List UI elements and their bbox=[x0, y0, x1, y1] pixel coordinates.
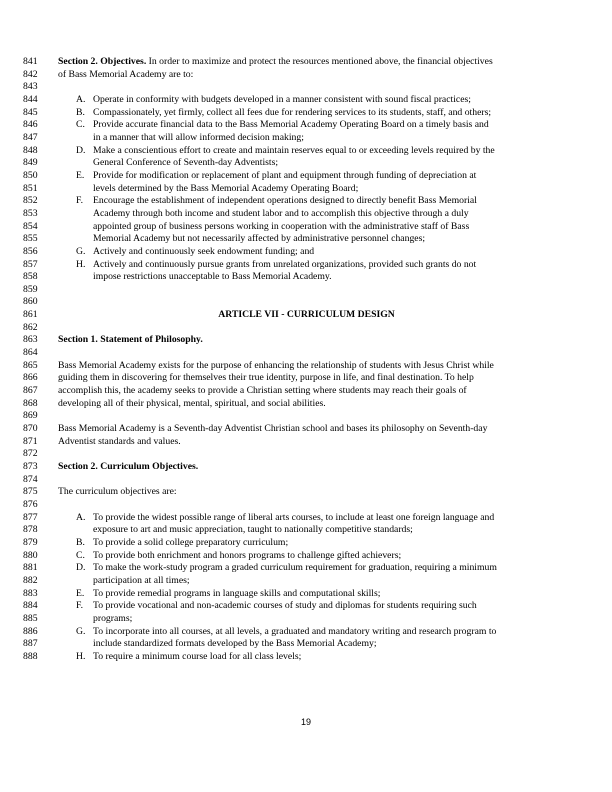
document-line bbox=[0, 56, 612, 69]
document-line bbox=[0, 132, 612, 145]
line-number: 856 bbox=[23, 245, 38, 257]
line-number: 879 bbox=[23, 536, 38, 548]
line-number: 866 bbox=[23, 372, 38, 384]
document-line bbox=[0, 296, 612, 309]
list-item-text: To incorporate into all courses, at all levels, a graduated and mandatory writing and research program to bbox=[93, 625, 497, 637]
line-number: 842 bbox=[23, 68, 38, 80]
document-line bbox=[0, 372, 612, 385]
line-number: 884 bbox=[23, 600, 38, 612]
line-number: 868 bbox=[23, 397, 38, 409]
line-number: 888 bbox=[23, 650, 38, 662]
line-number: 853 bbox=[23, 207, 38, 219]
list-item-label: G. bbox=[76, 245, 86, 257]
document-line bbox=[0, 284, 612, 297]
document-line bbox=[0, 334, 612, 347]
line-number: 849 bbox=[23, 157, 38, 169]
line-number: 872 bbox=[23, 448, 38, 460]
line-number: 855 bbox=[23, 233, 38, 245]
line-number: 848 bbox=[23, 144, 38, 156]
line-number: 870 bbox=[23, 423, 38, 435]
document-line bbox=[0, 550, 612, 563]
document-line bbox=[0, 524, 612, 537]
document-line bbox=[0, 322, 612, 335]
document-line bbox=[0, 94, 612, 107]
line-number: 877 bbox=[23, 511, 38, 523]
document-line bbox=[0, 119, 612, 132]
list-item-continuation: in a manner that will allow informed decision making; bbox=[93, 131, 304, 143]
list-item-text: Provide for modification or replacement of plant and equipment through funding of depreciation at bbox=[93, 169, 477, 181]
line-number: 846 bbox=[23, 119, 38, 131]
list-item-continuation: participation at all times; bbox=[93, 574, 190, 586]
line-number: 882 bbox=[23, 574, 38, 586]
line-number: 860 bbox=[23, 296, 38, 308]
document-line bbox=[0, 436, 612, 449]
document-line bbox=[0, 170, 612, 183]
list-item-label: B. bbox=[76, 106, 85, 118]
document-line bbox=[0, 309, 612, 322]
paragraph-text bbox=[58, 56, 493, 69]
document-line bbox=[0, 575, 612, 588]
line-number: 881 bbox=[23, 562, 38, 574]
list-item-text: Encourage the establishment of independent operations designed to directly benefit Bass Memorial bbox=[93, 195, 477, 207]
list-item-label: E. bbox=[76, 169, 85, 181]
line-number: 851 bbox=[23, 182, 38, 194]
document-line bbox=[0, 613, 612, 626]
line-number: 865 bbox=[23, 359, 38, 371]
list-item-continuation: exposure to art and music appreciation, taught to nationally competitive standards; bbox=[93, 524, 413, 536]
document-line bbox=[0, 512, 612, 525]
document-line bbox=[0, 474, 612, 487]
line-number: 874 bbox=[23, 473, 38, 485]
paragraph-text bbox=[58, 69, 193, 82]
document-line bbox=[0, 461, 612, 474]
list-item-label: C. bbox=[76, 549, 85, 561]
line-text: of Bass Memorial Academy are to: bbox=[58, 68, 194, 80]
paragraph-text bbox=[58, 385, 467, 398]
line-number: 876 bbox=[23, 498, 38, 510]
line-number: 883 bbox=[23, 587, 38, 599]
document-line bbox=[0, 183, 612, 196]
document-line bbox=[0, 69, 612, 82]
document-line bbox=[0, 626, 612, 639]
list-item-label: G. bbox=[76, 625, 86, 637]
document-line bbox=[0, 638, 612, 651]
document-line bbox=[0, 423, 612, 436]
list-item-label: E. bbox=[76, 587, 85, 599]
document-line bbox=[0, 600, 612, 613]
line-number: 863 bbox=[23, 334, 38, 346]
document-line bbox=[0, 246, 612, 259]
list-item-label: H. bbox=[76, 258, 86, 270]
line-number: 843 bbox=[23, 81, 38, 93]
section-heading: Section 2. Curriculum Objectives. bbox=[58, 461, 199, 472]
line-number: 864 bbox=[23, 347, 38, 359]
document-line bbox=[0, 360, 612, 373]
page-number: 19 bbox=[300, 717, 311, 727]
line-number: 885 bbox=[23, 612, 38, 624]
document-line bbox=[0, 81, 612, 94]
line-number: 875 bbox=[23, 486, 38, 498]
document-line bbox=[0, 195, 612, 208]
line-number: 854 bbox=[23, 220, 38, 232]
list-item-text: Provide accurate financial data to the Bass Memorial Academy Operating Board on a timely basis and bbox=[93, 119, 489, 131]
document-line bbox=[0, 107, 612, 120]
document-line bbox=[0, 448, 612, 461]
list-item-label: B. bbox=[76, 536, 85, 548]
list-item-text: Compassionately, yet firmly, collect all fees due for rendering services to its students, staff, and others; bbox=[93, 106, 492, 118]
list-item-label: F. bbox=[76, 195, 84, 207]
line-numbered-text bbox=[0, 56, 612, 664]
document-line bbox=[0, 145, 612, 158]
line-text: developing all of their physical, mental, spiritual, and social abilities. bbox=[58, 397, 326, 409]
line-text: Bass Memorial Academy exists for the purpose of enhancing the relationship of students with Jesus Christ while bbox=[58, 359, 494, 371]
line-number: 880 bbox=[23, 549, 38, 561]
list-item-continuation: include standardized formats developed by the Bass Memorial Academy; bbox=[93, 638, 377, 650]
paragraph-text bbox=[58, 461, 198, 474]
line-number: 886 bbox=[23, 625, 38, 637]
line-number: 845 bbox=[23, 106, 38, 118]
document-line bbox=[0, 588, 612, 601]
list-item-text: To provide both enrichment and honors programs to challenge gifted achievers; bbox=[93, 549, 402, 561]
list-item-continuation: General Conference of Seventh-day Adventists; bbox=[93, 157, 279, 169]
document-line bbox=[0, 385, 612, 398]
line-number: 844 bbox=[23, 93, 38, 105]
paragraph-text bbox=[58, 486, 177, 499]
document-line bbox=[0, 651, 612, 664]
list-item-continuation: programs; bbox=[93, 612, 133, 624]
paragraph-text bbox=[58, 334, 203, 347]
document-line bbox=[0, 233, 612, 246]
document-line bbox=[0, 537, 612, 550]
line-number: 887 bbox=[23, 638, 38, 650]
list-item-text: Actively and continuously pursue grants from unrelated organizations, provided such grants do not bbox=[93, 258, 477, 270]
document-line bbox=[0, 208, 612, 221]
paragraph-text bbox=[58, 360, 494, 373]
line-number: 850 bbox=[23, 169, 38, 181]
list-item-text: To provide the widest possible range of liberal arts courses, to include at least one foreign language and bbox=[93, 511, 495, 523]
line-text: In order to maximize and protect the resources mentioned above, the financial objectives bbox=[146, 56, 493, 67]
list-item-label: A. bbox=[76, 511, 86, 523]
line-text: Adventist standards and values. bbox=[58, 435, 181, 447]
document-line bbox=[0, 157, 612, 170]
paragraph-text bbox=[58, 436, 181, 449]
document-line bbox=[0, 271, 612, 284]
document-line bbox=[0, 499, 612, 512]
line-number: 852 bbox=[23, 195, 38, 207]
list-item-continuation: appointed group of business persons working in cooperation with the administrative staff of Bass bbox=[93, 220, 470, 232]
list-item-continuation: impose restrictions unacceptable to Bass Memorial Academy. bbox=[93, 271, 332, 283]
line-text: Bass Memorial Academy is a Seventh-day Adventist Christian school and bases its philosophy on Seventh-day bbox=[58, 423, 488, 435]
list-item-label: D. bbox=[76, 562, 86, 574]
paragraph-text bbox=[58, 372, 474, 385]
list-item-text: Actively and continuously seek endowment funding; and bbox=[93, 245, 315, 257]
section-heading: Section 1. Statement of Philosophy. bbox=[58, 334, 203, 346]
list-item-label: D. bbox=[76, 144, 86, 156]
line-number: 878 bbox=[23, 524, 38, 536]
document-line bbox=[0, 347, 612, 360]
list-item-text: To provide vocational and non-academic courses of study and diplomas for students requiring such bbox=[93, 600, 477, 612]
line-text: The curriculum objectives are: bbox=[58, 486, 177, 498]
list-item-label: C. bbox=[76, 119, 85, 131]
article-heading: ARTICLE VII - CURRICULUM DESIGN bbox=[218, 309, 395, 321]
list-item-text: To make the work-study program a graded curriculum requirement for graduation, requiring a minimum bbox=[93, 562, 497, 574]
list-item-continuation: Academy through both income and student labor and to accomplish this objective through a duly bbox=[93, 207, 469, 219]
line-number: 859 bbox=[23, 283, 38, 295]
list-item-text: To require a minimum course load for all class levels; bbox=[93, 650, 302, 662]
line-number: 861 bbox=[23, 309, 38, 321]
list-item-text: To provide a solid college preparatory curriculum; bbox=[93, 536, 289, 548]
line-number: 858 bbox=[23, 271, 38, 283]
document-line bbox=[0, 398, 612, 411]
list-item-text: To provide remedial programs in language skills and computational skills; bbox=[93, 587, 381, 599]
section-heading: Section 2. Objectives. bbox=[58, 56, 147, 67]
paragraph-text bbox=[58, 398, 326, 411]
line-number: 873 bbox=[23, 461, 38, 472]
line-number: 871 bbox=[23, 435, 38, 447]
document-line bbox=[0, 221, 612, 234]
line-number: 867 bbox=[23, 385, 38, 397]
list-item-text: Make a conscientious effort to create and maintain reserves equal to or exceeding levels required by the bbox=[93, 144, 495, 156]
list-item-text: Operate in conformity with budgets developed in a manner consistent with sound fiscal practices; bbox=[93, 93, 471, 105]
list-item-label: F. bbox=[76, 600, 84, 612]
list-item-label: A. bbox=[76, 93, 86, 105]
line-text: guiding them in discovering for themselves their true identity, purpose in life, and final destination. To help bbox=[58, 372, 474, 384]
document-line bbox=[0, 486, 612, 499]
line-number: 869 bbox=[23, 410, 38, 422]
line-number: 841 bbox=[23, 56, 38, 67]
list-item-continuation: levels determined by the Bass Memorial Academy Operating Board; bbox=[93, 182, 359, 194]
document-line bbox=[0, 410, 612, 423]
paragraph-text bbox=[58, 423, 487, 436]
list-item-continuation: Memorial Academy but not necessarily affected by administrative personnel changes; bbox=[93, 233, 426, 245]
line-number: 862 bbox=[23, 321, 38, 333]
document-line bbox=[0, 562, 612, 575]
line-number: 857 bbox=[23, 258, 38, 270]
list-item-label: H. bbox=[76, 650, 86, 662]
line-number: 847 bbox=[23, 131, 38, 143]
document-line bbox=[0, 259, 612, 272]
line-text: accomplish this, the academy seeks to provide a Christian setting where students may reach their goals of bbox=[58, 385, 467, 397]
